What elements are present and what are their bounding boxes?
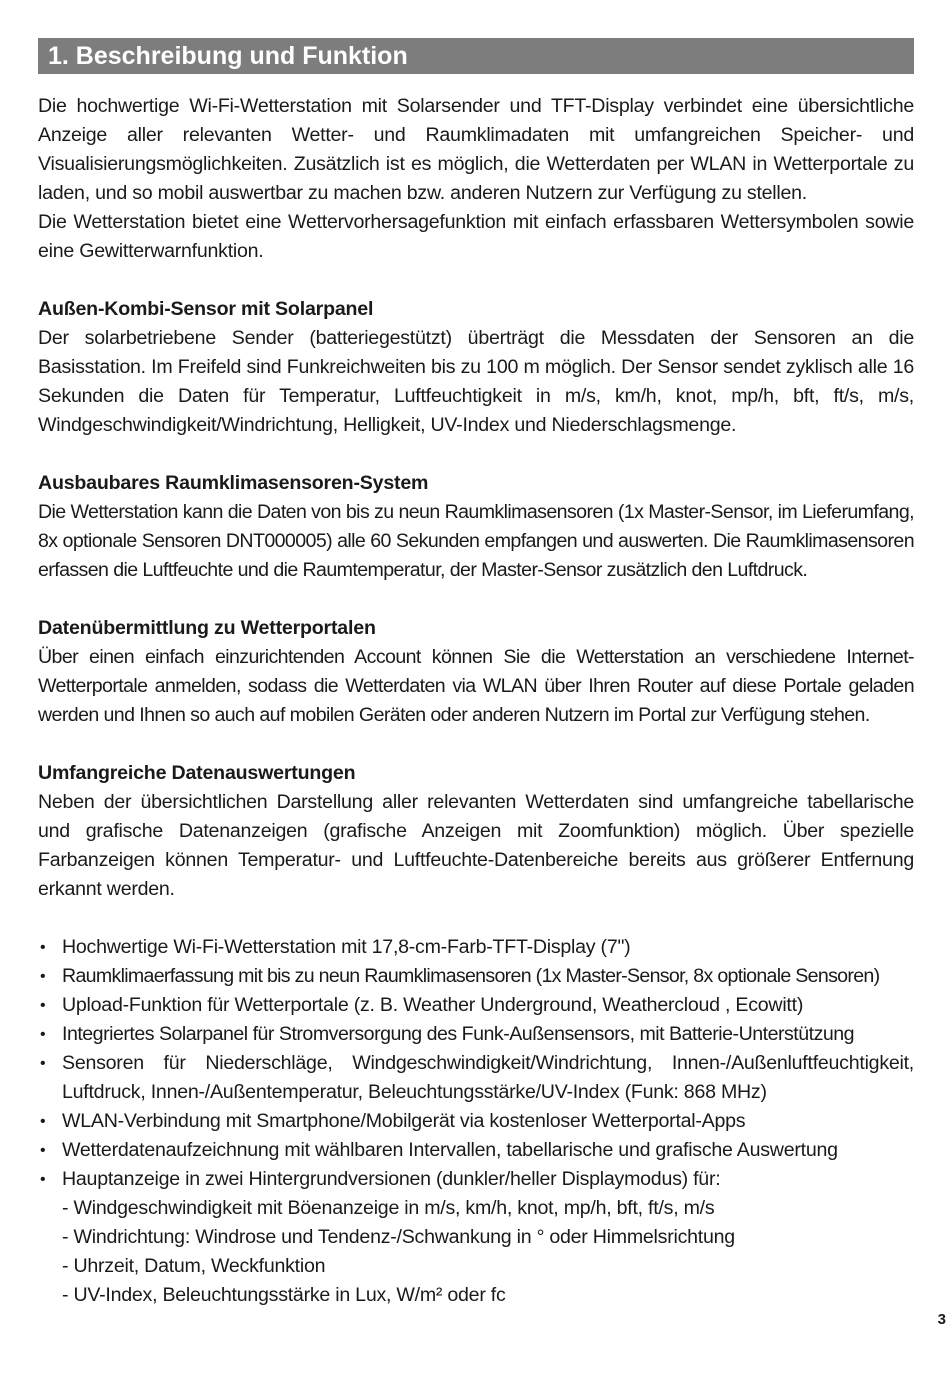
subsection-text: Der solarbetriebene Sender (batteriegestützt) überträgt die Messdaten der Sensoren an die Basisstation. Im Freifeld sind Funkreichweiten bis zu 100 m möglich. Der Sensor sendet zyklisch alle 16 Sekunden die Daten für Temperatur, Luftfeuchtigkeit in m/s, km/h, knot, mp/h, bft, ft/s, m/s, Windgeschwindigkeit/Windrichtung, Helligkeit, UV-Index und Niederschlagsmenge. — [38, 327, 914, 436]
list-item: • Hauptanzeige in zwei Hintergrundversionen (dunkler/heller Displaymodus) für: — [38, 1165, 914, 1194]
feature-list — [38, 933, 914, 1194]
display-sub-item: - Windrichtung: Windrose und Tendenz-/Schwankung in ° oder Himmelsrichtung — [62, 1226, 735, 1248]
bullet-icon: • — [40, 1113, 46, 1130]
intro-paragraph-2: Die Wetterstation bietet eine Wettervorhersagefunktion mit einfach erfassbaren Wettersymbolen sowie eine Gewitterwarnfunktion. — [38, 211, 914, 262]
display-sub-item: - Windgeschwindigkeit mit Böenanzeige in m/s, km/h, knot, mp/h, bft, ft/s, m/s — [62, 1197, 715, 1219]
subsection-heading: Umfangreiche Datenauswertungen — [38, 762, 356, 784]
subsection-text: Neben der übersichtlichen Darstellung aller relevanten Wetterdaten sind umfangreiche tabellarische und grafische Datenanzeigen (grafische Anzeigen mit Zoomfunktion) möglich. Über spezielle Farbanzeigen können Temperatur- und Luftfeuchte-Datenbereiche bereits aus größerer Entfernung erkannt werden. — [38, 791, 914, 900]
section-title: 1. Beschreibung und Funktion — [38, 38, 914, 74]
subsection-heading: Ausbaubares Raumklimasensoren-System — [38, 472, 429, 494]
document-page — [38, 38, 914, 1310]
bullet-icon: • — [40, 1026, 46, 1043]
list-item: • Sensoren für Niederschläge, Windgeschwindigkeit/Windrichtung, Innen-/Außenluftfeuchtigkeit, Luftdruck, Innen-/Außentemperatur, Beleuchtungsstärke/UV-Index (Funk: 868 MHz) — [38, 1049, 914, 1107]
subsection-text: Die Wetterstation kann die Daten von bis zu neun Raumklimasensoren (1x Master-Sensor, im Lieferumfang, 8x optionale Sensoren DNT000005) alle 60 Sekunden empfangen und auswerten. Die Raumklimasensoren erfassen die Luftfeuchte und die Raumtemperatur, der Master-Sensor zusätzlich den Luftdruck. — [38, 501, 914, 581]
bullet-icon: • — [40, 1142, 46, 1159]
bullet-icon: • — [40, 968, 45, 985]
bullet-icon: • — [40, 939, 46, 956]
subsection-text: Über einen einfach einzurichtenden Account können Sie die Wetterstation an verschiedene Internet-Wetterportale anmelden, sodass die Wetterdaten via WLAN über Ihren Router auf diese Portale geladen werden und Ihnen so auch auf mobilen Geräten oder anderen Nutzern im Portal zur Verfügung stehen. — [38, 646, 914, 726]
list-item: • Wetterdatenaufzeichnung mit wählbaren Intervallen, tabellarische und grafische Auswertung — [38, 1136, 914, 1165]
list-item: • Upload-Funktion für Wetterportale (z. B. Weather Underground, Weathercloud , Ecowitt) — [38, 991, 914, 1020]
display-sub-item: - Uhrzeit, Datum, Weckfunktion — [62, 1255, 326, 1277]
display-sub-item: - UV-Index, Beleuchtungsstärke in Lux, W/m² oder fc — [62, 1284, 506, 1306]
bullet-icon: • — [40, 997, 46, 1014]
subsection-heading: Datenübermittlung zu Wetterportalen — [38, 617, 376, 639]
list-item: • WLAN-Verbindung mit Smartphone/Mobilgerät via kostenloser Wetterportal-Apps — [38, 1107, 914, 1136]
list-item: • Hochwertige Wi-Fi-Wetterstation mit 17,8-cm-Farb-TFT-Display (7") — [38, 933, 914, 962]
subsection-heading: Außen-Kombi-Sensor mit Solarpanel — [38, 298, 374, 320]
page-number: 3 — [937, 1311, 946, 1328]
list-item: • Integriertes Solarpanel für Stromversorgung des Funk-Außensensors, mit Batterie-Unterstützung — [38, 1020, 914, 1049]
bullet-icon: • — [40, 1171, 46, 1188]
intro-paragraph-1: Die hochwertige Wi-Fi-Wetterstation mit Solarsender und TFT-Display verbindet eine übersichtliche Anzeige aller relevanten Wetter- und Raumklimadaten mit umfangreichen Speicher- und Visualisierungsmöglichkeiten. Zusätzlich ist es möglich, die Wetterdaten per WLAN in Wetterportale zu laden, und so mobil auswertbar zu machen bzw. anderen Nutzern zur Verfügung zu stellen. — [38, 95, 914, 204]
bullet-icon: • — [40, 1055, 46, 1072]
list-item: • Raumklimaerfassung mit bis zu neun Raumklimasensoren (1x Master-Sensor, 8x optionale Sensoren) — [38, 962, 914, 991]
